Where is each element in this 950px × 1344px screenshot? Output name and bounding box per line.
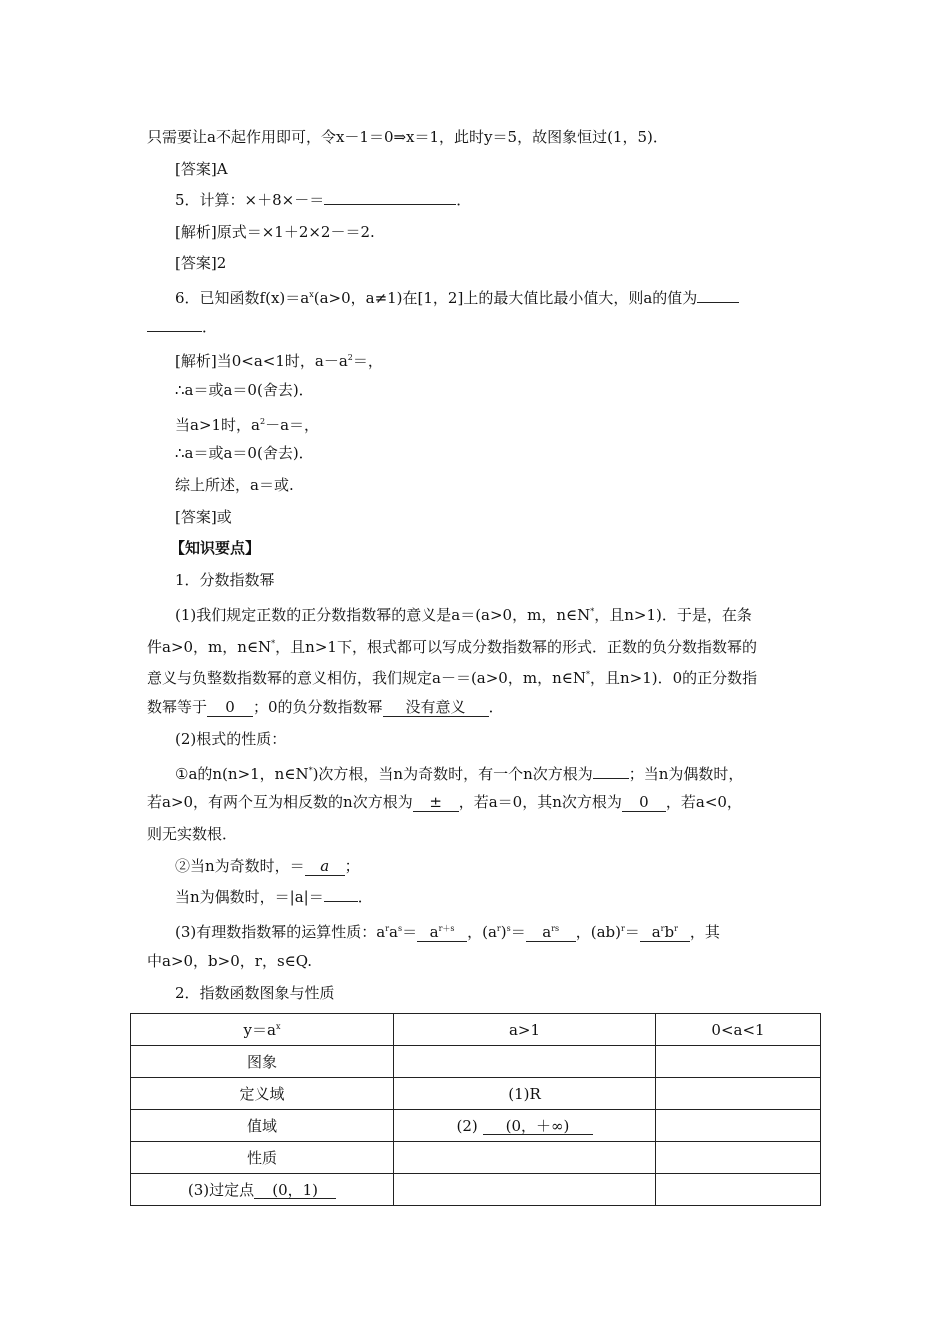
text-line: (2)根式的性质： [175, 730, 287, 748]
text-line: (3)有理数指数幂的运算性质：$a^ra^s= a^{r+s}$ ，$(a^r)^s= a^{rs}$ ，$(ab)^r= a^rb^r$ ，其 [175, 919, 720, 942]
table-header-row [131, 1014, 821, 1046]
text-line: (1)我们规定正数的正分数指数幂的意义是a＝(a>0，m，n∈N*，且n>1)．于是，在条 [175, 606, 752, 624]
answer-blank: (0，＋∞) [483, 1118, 593, 1135]
answer-blank: $a^{rs}$ [526, 920, 576, 942]
exponential-function-table [130, 1013, 821, 1206]
text-line: ． [147, 317, 217, 337]
table-cell: 定义域 [131, 1078, 394, 1110]
answer-blank: 0 [622, 793, 666, 812]
table-cell [394, 1046, 656, 1078]
solution-line: [解析]原式＝×1＋2×2－＝2. [175, 223, 375, 241]
table-cell [394, 1142, 656, 1174]
table-cell [656, 1110, 821, 1142]
table-row [131, 1046, 821, 1078]
answer-blank [324, 901, 358, 902]
answer-blank [147, 331, 202, 332]
subsection-heading: 2．指数函数图象与性质 [175, 984, 335, 1002]
table-cell [656, 1174, 821, 1206]
text-line: 当a>1时，$a^2-a=$， [175, 416, 320, 434]
table-row [131, 1174, 821, 1206]
table-cell [656, 1046, 821, 1078]
answer-blank [324, 204, 456, 205]
table-cell: 性质 [131, 1142, 394, 1174]
text-line: ①a的n(n>1，n∈N*)次方根，当n为奇数时，有一个n次方根为 ；当n为偶数时， [175, 765, 744, 783]
answer-line: [答案]或 [175, 508, 232, 526]
table-row [131, 1078, 821, 1110]
solution-line: [解析]当0<a<1时，$a-a^2=$， [175, 352, 383, 370]
answer-blank: 0 [207, 698, 253, 717]
text-line: 意义与负整数指数幂的意义相仿，我们规定a－＝(a>0，m，n∈N*，且n>1)．0的正分数指 [147, 669, 758, 687]
table-header-cell: 0<a<1 [656, 1014, 821, 1046]
text-line: ∴a＝或a＝0(舍去)． [175, 381, 314, 399]
answer-blank [697, 302, 739, 303]
table-header-cell: $y=a^x$ [131, 1014, 394, 1046]
text-line: ②当n为奇数时，＝ a ； [175, 857, 360, 875]
answer-blank: $a^{r+s}$ [417, 920, 467, 942]
text-line: 当n为偶数时，＝|a|＝ ． [175, 888, 373, 906]
subsection-heading: 1．分数指数幂 [175, 571, 275, 589]
text-line: 则无实数根． [147, 825, 238, 843]
answer-line: [答案]2 [175, 254, 227, 272]
section-heading: 【知识要点】 [170, 539, 261, 557]
answer-blank: 没有意义 [383, 698, 489, 717]
table-cell [394, 1174, 656, 1206]
table-cell: (3)过定点 (0，1) [131, 1174, 394, 1206]
table-row [131, 1110, 821, 1142]
text-line: 只需要让a不起作用即可，令x－1＝0⇒x＝1，此时y＝5，故图象恒过(1，5)． [147, 128, 668, 146]
answer-blank: a [305, 857, 345, 876]
answer-blank: ± [413, 793, 459, 812]
table-cell [656, 1078, 821, 1110]
table-row [131, 1142, 821, 1174]
answer-blank: $a^rb^r$ [640, 920, 690, 942]
question-5: 5．计算：×＋8×－＝ ． [175, 191, 472, 209]
table-header-cell: a>1 [394, 1014, 656, 1046]
text-line: 若a>0，有两个互为相反数的n次方根为 ± ，若a＝0，其n次方根为 0 ，若a<0， [147, 793, 742, 811]
table-cell: 值域 [131, 1110, 394, 1142]
text-line: 中a>0，b>0，r，s∈Q. [147, 952, 313, 970]
table-cell: (2) (0，＋∞) [394, 1110, 656, 1142]
answer-line: [答案]A [175, 160, 228, 178]
text-line: 数幂等于 0 ；0的负分数指数幂 没有意义 ． [147, 698, 504, 716]
text-line: 综上所述，a＝或. [175, 476, 294, 494]
question-6: 6．已知函数$f(x)=a^x(a>0$，a≠1)在[1，2]上的最大值比最小值大，则a的值为 [175, 285, 739, 308]
table-cell: (1)R [394, 1078, 656, 1110]
text-line: ∴a＝或a＝0(舍去)． [175, 444, 314, 462]
answer-blank [593, 778, 629, 779]
table-cell [656, 1142, 821, 1174]
table-cell: 图象 [131, 1046, 394, 1078]
answer-blank: (0，1) [254, 1182, 336, 1199]
text-line: 件a>0，m，n∈N*，且n>1下，根式都可以写成分数指数幂的形式．正数的负分数指数幂的 [147, 638, 757, 656]
